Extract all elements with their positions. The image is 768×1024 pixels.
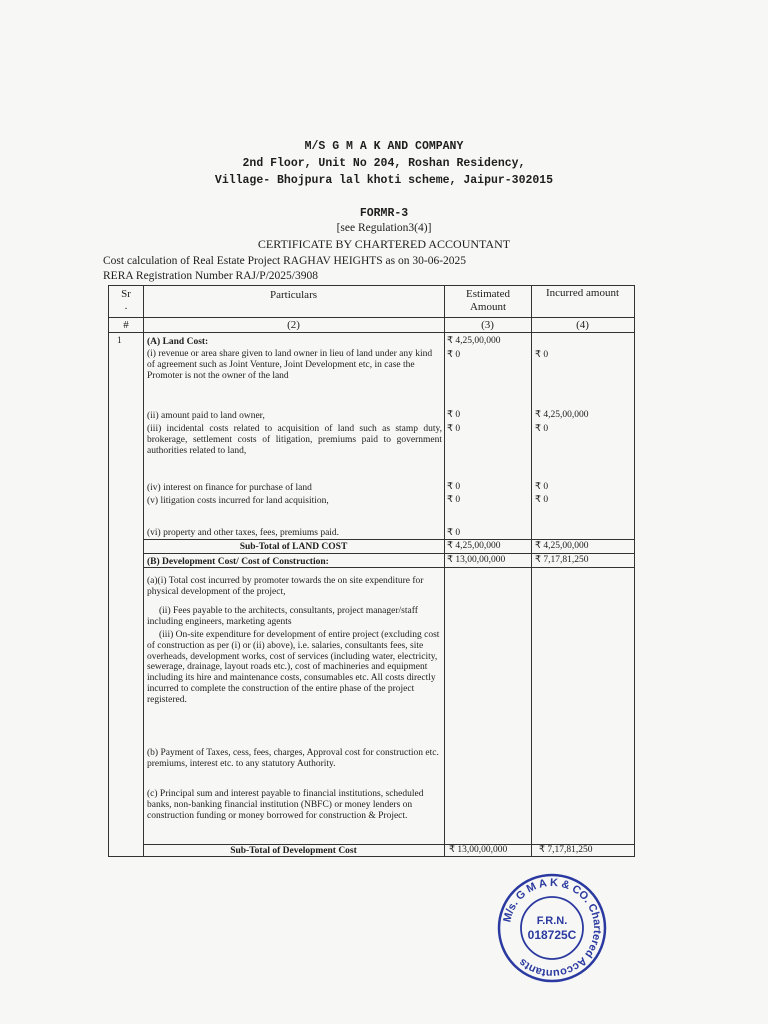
land-item-iii-estimated: ₹ 0 <box>447 424 461 434</box>
dev-item-b: (b) Payment of Taxes, cess, fees, charges, Approval cost for construction etc. premiums, interest etc. to any statutory Authority. <box>147 748 439 769</box>
form-code: FORMR-3 <box>359 207 409 220</box>
land-item-iv-estimated: ₹ 0 <box>447 482 461 492</box>
subheader-particulars: (2) <box>287 319 300 331</box>
dev-cost-title-estimated: ₹ 13,00,00,000 <box>447 555 506 565</box>
land-item-v: (v) litigation costs incurred for land acquisition, <box>147 496 329 506</box>
company-address-line-2: Village- Bhojpura lal khoti scheme, Jaipur-302015 <box>214 174 554 187</box>
land-item-ii-estimated: ₹ 0 <box>447 410 461 420</box>
header-particulars: Particulars <box>269 289 318 301</box>
dev-item-a-ii: (ii) Fees payable to the architects, consultants, project manager/staff including engineers, marketing agents <box>147 606 418 627</box>
land-item-i-incurred: ₹ 0 <box>535 350 549 360</box>
header-incurred-amount: Incurred amount <box>546 287 619 299</box>
land-item-iii-incurred: ₹ 0 <box>535 424 549 434</box>
subheader-estimated: (3) <box>481 319 494 331</box>
dev-cost-title-incurred: ₹ 7,17,81,250 <box>535 555 589 565</box>
header-sr-dot: . <box>124 300 128 312</box>
land-subtotal-estimated: ₹ 4,25,00,000 <box>447 541 501 551</box>
land-item-v-estimated: ₹ 0 <box>447 495 461 505</box>
land-item-vi: (vi) property and other taxes, fees, premiums paid. <box>147 528 340 538</box>
land-subtotal-label: Sub-Total of LAND COST <box>239 542 348 552</box>
cost-calculation-line: Cost calculation of Real Estate Project RAGHAV HEIGHTS as on 30-06-2025 <box>103 255 467 267</box>
land-cost-title-estimated: ₹ 4,25,00,000 <box>447 336 501 346</box>
dev-item-c: (c) Principal sum and interest payable to financial institutions, scheduled banks, non-banking financial institution (NBFC) or money lenders on construction funding or money borrowed for construction & Project. <box>147 789 424 821</box>
land-item-iv: (iv) interest on finance for purchase of land <box>147 483 312 493</box>
certificate-title: CERTIFICATE BY CHARTERED ACCOUNTANT <box>257 237 511 251</box>
land-item-i: (i) revenue or area share given to land owner in lieu of land under any kind of agreement such as Joint Venture, Joint Development etc, in case the Promoter is not the owner of the land <box>147 349 433 381</box>
land-item-vi-estimated: ₹ 0 <box>447 528 461 538</box>
dev-cost-title: (B) Development Cost/ Cost of Construction: <box>147 557 329 567</box>
dev-subtotal-estimated: ₹ 13,00,00,000 <box>449 845 508 855</box>
land-cost-title: (A) Land Cost: <box>147 337 209 347</box>
firm-stamp <box>494 872 610 984</box>
land-item-v-incurred: ₹ 0 <box>535 495 549 505</box>
land-item-ii-incurred: ₹ 4,25,00,000 <box>535 410 589 420</box>
company-name: M/S G M A K AND COMPANY <box>304 140 464 153</box>
land-item-iii: (iii) incidental costs related to acquisition of land such as stamp duty, brokerage, settlement costs of litigation, premiums paid to government authorities related to land, <box>147 424 442 456</box>
stamp-ring-text: M/s. G M A K & CO. Chartered Accountants <box>501 876 604 980</box>
dev-subtotal-incurred: ₹ 7,17,81,250 <box>539 845 593 855</box>
land-item-i-estimated: ₹ 0 <box>447 350 461 360</box>
stamp-frn-label: F.R.N. <box>536 915 568 927</box>
stamp-frn-number: 018725C <box>527 928 577 942</box>
land-subtotal-incurred: ₹ 4,25,00,000 <box>535 541 589 551</box>
header-estimated-amount: Estimated Amount <box>466 288 510 313</box>
dev-item-a-i: (a)(i) Total cost incurred by promoter towards the on site expenditure for physical development of the project, <box>147 576 424 597</box>
rera-registration-line: RERA Registration Number RAJ/P/2025/3908 <box>103 270 318 282</box>
subheader-sr: # <box>123 319 129 331</box>
regulation-ref: [see Regulation3(4)] <box>336 222 432 234</box>
subheader-incurred: (4) <box>576 319 589 331</box>
firm-stamp-seal <box>494 872 610 984</box>
cost-table <box>108 285 635 857</box>
sr-number: 1 <box>117 336 122 346</box>
dev-item-a-iii: (iii) On-site expenditure for development of entire project (excluding cost of construction as per (i) or (ii) above), i.e. salaries, consultants fees, site overheads, development works, cost of services (including water, electricity, sewerage, drainage, layout roads etc.), cost of machineries and equipment including its hire and maintenance costs, consumables etc. All costs directly incurred to complete the construction of the entire phase of the project registered. <box>147 630 440 705</box>
header-sr: Sr <box>121 288 131 300</box>
land-item-iv-incurred: ₹ 0 <box>535 482 549 492</box>
company-address-line-1: 2nd Floor, Unit No 204, Roshan Residency, <box>242 157 526 170</box>
dev-subtotal-label: Sub-Total of Development Cost <box>230 846 357 856</box>
land-item-ii: (ii) amount paid to land owner, <box>147 411 265 421</box>
